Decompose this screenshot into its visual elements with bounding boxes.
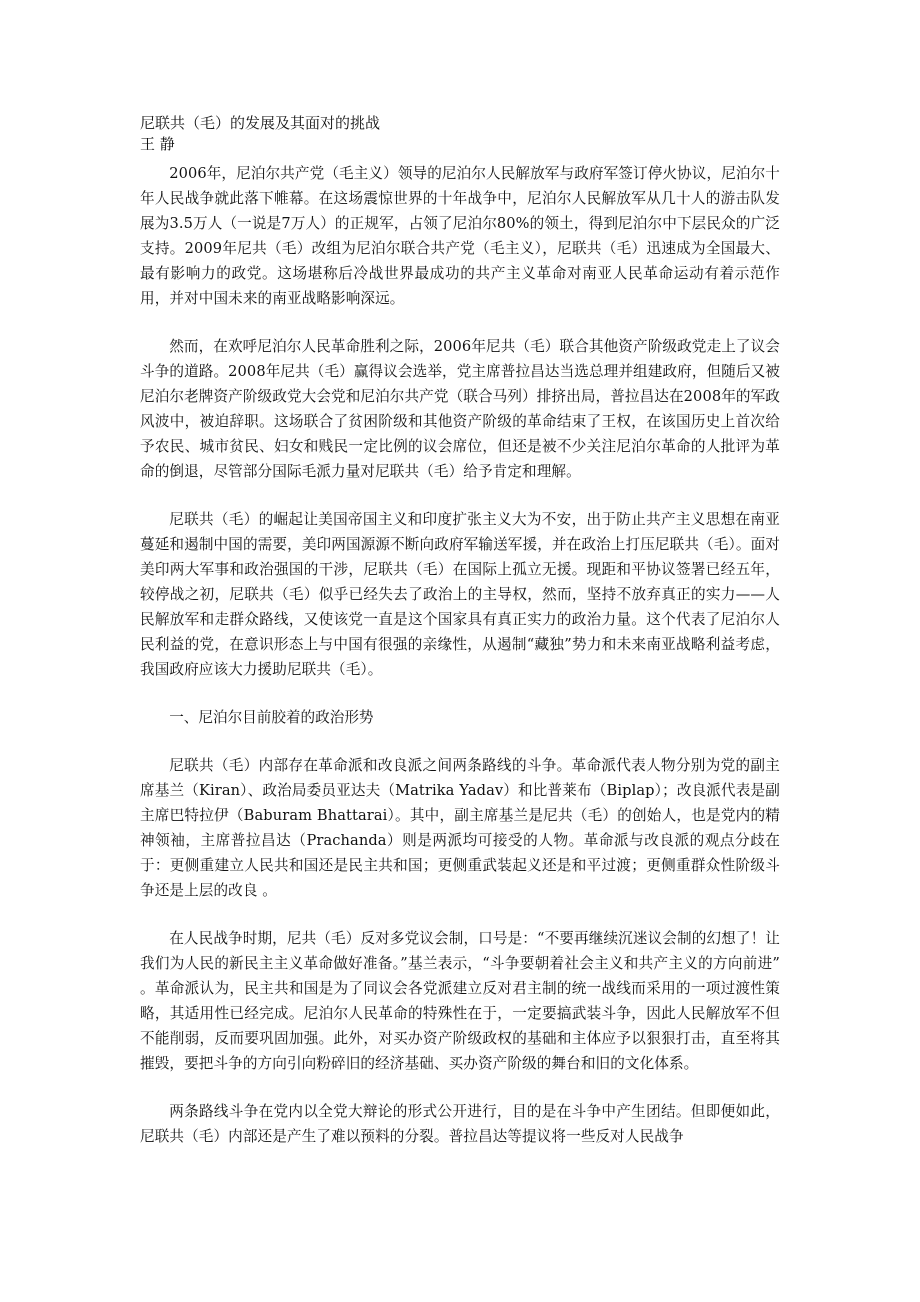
paragraph: 两条路线斗争在党内以全党大辩论的形式公开进行，目的是在斗争中产生团结。但即便如此，尼联共（毛）内部还是产生了难以预料的分裂。普拉昌达等提议将一些反对人民战争 xyxy=(140,1103,780,1145)
paragraph: 然而，在欢呼尼泊尔人民革命胜利之际，2006年尼共（毛）联合其他资产阶级政党走上了议会斗争的道路。2008年尼共（毛）赢得议会选举，党主席普拉昌达当选总理并组建政府，但随后又被尼泊尔老牌资产阶级政党大会党和尼泊尔共产党（联合马列）排挤出局，普拉昌达在2008年的军政风波中，被迫辞职。这场联合了贫困阶级和其他资产阶级的革命结束了王权，在该国历史上首次给予农民、城市贫民、妇女和贱民一定比例的议会席位，但还是被不少关注尼泊尔革命的人批评为革命的倒退，尽管部分国际毛派力量对尼联共（毛）给予肯定和理解。 xyxy=(140,338,780,480)
paragraph: 在人民战争时期，尼共（毛）反对多党议会制，口号是：“不要再继续沉迷议会制的幻想了！让我们为人民的新民主主义革命做好准备。”基兰表示，“斗争要朝着社会主义和共产主义的方向前进” 。革命派认为，民主共和国是为了同议会各党派建立反对君主制的统一战线而采用的一项过渡性策略，其适用性已经完成。尼泊尔人民革命的特殊性在于，一定要搞武装斗争，因此人民解放军不但不能削弱，反而要巩固加强。此外，对买办资产阶级政权的基础和主体应予以狠狠打击，直至将其摧毁，要把斗争的方向引向粉碎旧的经济基础、买办资产阶级的舞台和旧的文化体系。 xyxy=(140,930,780,1072)
section-heading: 一、尼泊尔目前胶着的政治形势 xyxy=(169,709,374,726)
document-author: 王 静 xyxy=(140,135,175,153)
document-title: 尼联共（毛）的发展及其面对的挑战 xyxy=(140,114,381,132)
paragraph: 尼联共（毛）的崛起让美国帝国主义和印度扩张主义大为不安，出于防止共产主义思想在南亚蔓延和遏制中国的需要，美印两国源源不断向政府军输送军援，并在政治上打压尼联共（毛）。面对美印两大军事和政治强国的干涉，尼联共（毛）在国际上孤立无援。现距和平协议签署已经五年，较停战之初，尼联共（毛）似乎已经失去了政治上的主导权，然而，坚持不放弃真正的实力——人民解放军和走群众路线，又使该党一直是这个国家具有真正实力的政治力量。这个代表了尼泊尔人民利益的党，在意识形态上与中国有很强的亲缘性，从遏制“藏独”势力和未来南亚战略利益考虑，我国政府应该大力援助尼联共（毛）。 xyxy=(140,511,780,678)
paragraph: 尼联共（毛）内部存在革命派和改良派之间两条路线的斗争。革命派代表人物分别为党的副主席基兰（Kiran）、政治局委员亚达夫（Matrika Yadav）和比普莱布（Biplap）；改良派代表是副主席巴特拉伊（Baburam Bhattarai）。其中，副主席基兰是尼共（毛）的创始人，也是党内的精神领袖，主席普拉昌达（Prachanda）则是两派均可接受的人物。革命派与改良派的观点分歧在于：更侧重建立人民共和国还是民主共和国；更侧重武装起义还是和平过渡；更侧重群众性阶级斗争还是上层的改良 。 xyxy=(140,757,780,899)
paragraph: 2006年，尼泊尔共产党（毛主义）领导的尼泊尔人民解放军与政府军签订停火协议，尼泊尔十年人民战争就此落下帷幕。在这场震惊世界的十年战争中，尼泊尔人民解放军从几十人的游击队发展为3.5万人（一说是7万人）的正规军，占领了尼泊尔80%的领土，得到尼泊尔中下层民众的广泛支持。2009年尼共（毛）改组为尼泊尔联合共产党（毛主义），尼联共（毛）迅速成为全国最大、最有影响力的政党。这场堪称后冷战世界最成功的共产主义革命对南亚人民革命运动有着示范作用，并对中国未来的南亚战略影响深远。 xyxy=(140,165,780,307)
